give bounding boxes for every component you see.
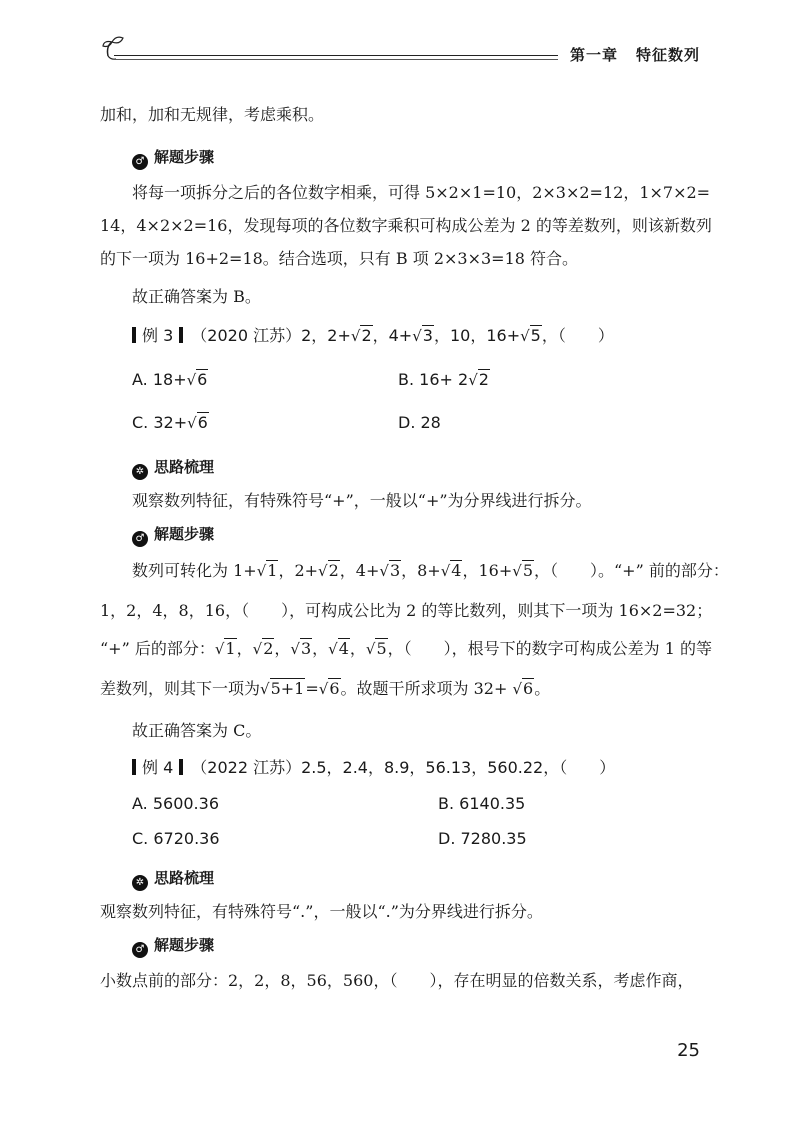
option-d: D. 28 [398, 413, 441, 432]
option-b: B. 16+ 2√2 [398, 370, 489, 389]
example-source: （2020 江苏） [191, 326, 302, 345]
section-title: 解题步骤 [154, 148, 215, 166]
option-c: C. 6720.36 [132, 829, 220, 848]
sqrt: √2 [350, 326, 372, 345]
option-a: A. 5600.36 [132, 794, 219, 813]
answer-line: 故正确答案为 C。 [132, 721, 262, 740]
header-rule [114, 55, 558, 56]
section-heading [132, 866, 214, 891]
paragraph-line: 1，2，4，8，16，（ ），可构成公比为 2 的等比数列，则其下一项为 16×2=32； [100, 601, 713, 620]
section-title: 解题步骤 [154, 525, 215, 543]
paragraph: 观察数列特征，有特殊符号“.”，一般以“.”为分界线进行拆分。 [100, 902, 543, 921]
answer-line: 故正确答案为 B。 [132, 287, 261, 306]
sqrt: √3 [412, 326, 433, 345]
paragraph-line: 差数列，则其下一项为√5+1=√6。故题干所求项为 32+ √6。 [100, 679, 551, 698]
chapter-heading [570, 44, 700, 65]
sqrt: √5 [520, 326, 541, 345]
paragraph: 观察数列特征，有特殊符号“+”，一般以“+”为分界线进行拆分。 [132, 491, 592, 510]
example-3-question: 例 3 （2020 江苏）2，2+√2，4+√3，10，16+√5，（ ） [132, 323, 614, 349]
section-heading [132, 933, 214, 958]
paragraph: 小数点前的部分：2，2，8，56，560，（ ），存在明显的倍数关系，考虑作商， [100, 971, 694, 990]
steps-icon: ♂ [132, 154, 148, 170]
paragraph-line: 的下一项为 16+2=18。结合选项，只有 B 项 2×3×3=18 符合。 [100, 249, 579, 268]
example-label: 例 3 [132, 326, 191, 345]
paragraph-line: “+” 后的部分：√1，√2，√3，√4，√5，（ ），根号下的数字可构成公差为 1 的等 [100, 639, 713, 658]
section-heading [132, 455, 214, 480]
section-heading [132, 145, 214, 170]
example-label: 例 4 [132, 758, 191, 777]
steps-icon: ♂ [132, 942, 148, 958]
paragraph: 加和，加和无规律，考虑乘积。 [100, 105, 325, 124]
section-heading [132, 522, 214, 547]
paragraph-line: 将每一项拆分之后的各位数字相乘，可得 5×2×1=10，2×3×2=12，1×7×2= [132, 183, 711, 202]
option-d: D. 7280.35 [438, 829, 527, 848]
gear-icon: ✲ [132, 875, 148, 891]
page-number: 25 [677, 1040, 700, 1061]
page-header [100, 32, 700, 72]
example-4-question: 例 4 （2022 江苏）2.5，2.4，8.9，56.13，560.22，（ ） [132, 755, 615, 781]
steps-icon: ♂ [132, 531, 148, 547]
example-source: （2022 江苏） [191, 758, 302, 777]
section-title: 思路梳理 [154, 869, 215, 887]
paragraph-line: 14，4×2×2=16，发现每项的各位数字乘积可构成公差为 2 的等差数列，则该新数列 [100, 216, 712, 235]
chapter-title: 特征数列 [635, 46, 700, 64]
gear-icon: ✲ [132, 464, 148, 480]
option-a: A. 18+√6 [132, 370, 208, 389]
section-title: 思路梳理 [154, 458, 215, 476]
option-c: C. 32+√6 [132, 413, 208, 432]
option-b: B. 6140.35 [438, 794, 526, 813]
section-title: 解题步骤 [154, 936, 215, 954]
chapter-number: 第一章 [569, 46, 618, 64]
sprout-icon [100, 32, 130, 62]
header-rule-thin [114, 59, 558, 60]
paragraph-line: 数列可转化为 1+√1，2+√2，4+√3，8+√4，16+√5，（ ）。“+” 前的部分： [132, 561, 729, 580]
